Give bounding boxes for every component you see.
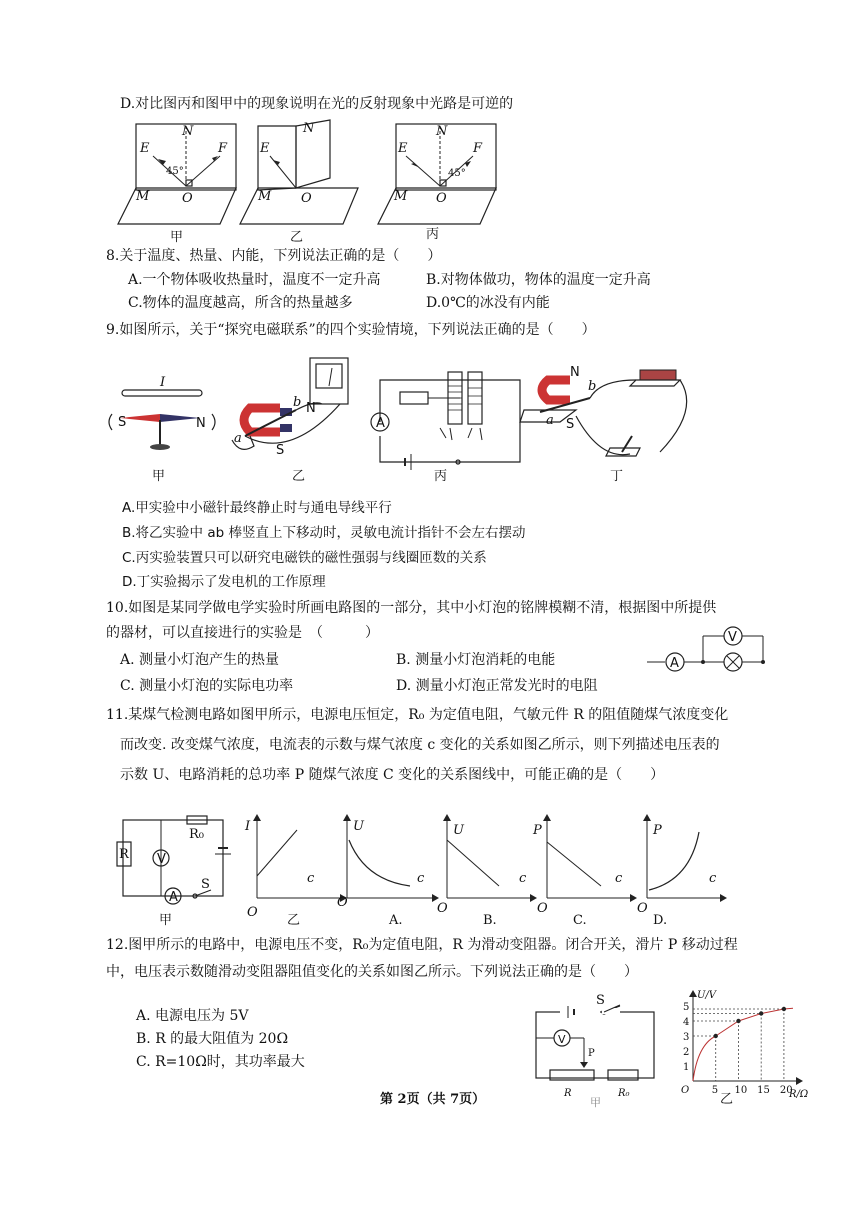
q9-stem: 9.如图所示，关于“探究电磁联系”的四个实验情境，下列说法正确的是（ ）: [106, 322, 596, 338]
q7-option-d: D.对比图丙和图甲中的现象说明在光的反射现象中光路是可逆的: [120, 96, 514, 112]
svg-text:乙: 乙: [287, 913, 301, 928]
svg-text:O: O: [437, 901, 448, 916]
data-point: [714, 1034, 718, 1038]
svg-text:丙: 丙: [426, 227, 440, 242]
svg-text:F: F: [473, 141, 483, 156]
svg-text:R₀: R₀: [618, 1088, 630, 1099]
svg-text:S: S: [596, 993, 605, 1008]
svg-text:a: a: [234, 431, 242, 446]
q12-caption-yi: 乙: [720, 1092, 734, 1107]
svg-text:乙: 乙: [290, 230, 304, 245]
svg-text:c: c: [307, 871, 315, 886]
svg-text:E: E: [140, 141, 150, 156]
fig11-circuit: [117, 816, 231, 905]
svg-text:A: A: [670, 656, 679, 671]
svg-text:c: c: [417, 871, 425, 886]
data-point: [782, 1007, 786, 1011]
svg-text:S: S: [566, 417, 575, 432]
svg-text:U: U: [453, 823, 464, 838]
svg-text:N: N: [196, 416, 206, 431]
q11-stem-3: 示数 U、电路消耗的总功率 P 随煤气浓度 C 变化的关系图线中，可能正确的是（ ）: [120, 767, 665, 783]
svg-text:E: E: [398, 141, 408, 156]
y-tick-label: 2: [683, 1047, 690, 1058]
q12-option-c: C. R=10Ω时，其功率最大: [136, 1054, 305, 1070]
svg-text:O: O: [182, 191, 193, 206]
x-tick-label: 5: [711, 1085, 719, 1096]
graph-a: [337, 814, 439, 928]
svg-text:C.: C.: [573, 913, 587, 928]
series-line: [693, 1008, 793, 1081]
svg-text:甲: 甲: [590, 1096, 601, 1109]
q10-circuit: [645, 624, 770, 680]
svg-text:R: R: [119, 847, 129, 862]
q10-option-d: D. 测量小灯泡正常发光时的电阻: [396, 678, 598, 694]
svg-text:甲: 甲: [170, 230, 184, 245]
q9-option-b: B.将乙实验中 ab 棒竖直上下移动时，灵敏电流计指针不会左右摆动: [122, 525, 526, 541]
svg-text:b: b: [588, 379, 597, 394]
svg-text:M: M: [258, 189, 272, 204]
svg-text:乙: 乙: [292, 469, 306, 484]
x-axis-label: R/Ω: [789, 1089, 809, 1100]
svg-text:O: O: [436, 191, 447, 206]
q12-option-a: A. 电源电压为 5V: [136, 1008, 249, 1024]
q12-stem-2: 中，电压表示数随滑动变阻器阻值变化的关系如图乙所示。下列说法正确的是（ ）: [106, 964, 638, 980]
svg-text:R₀: R₀: [189, 827, 204, 842]
q9-option-a: A.甲实验中小磁针最终静止时与通电导线平行: [122, 500, 392, 516]
graph-b: [437, 814, 537, 928]
svg-text:c: c: [615, 871, 623, 886]
q10-stem-2: 的器材，可以直接进行的实验是 （ ）: [106, 625, 379, 641]
svg-text:V: V: [728, 630, 737, 645]
svg-text:E: E: [260, 141, 270, 156]
graph-yi: [244, 814, 347, 928]
q8-option-c: C.物体的温度越高，所含的热量越多: [128, 295, 353, 311]
q9-option-c: C.丙实验装置只可以研究电磁铁的磁性强弱与线圈匝数的关系: [122, 550, 487, 566]
svg-text:N: N: [303, 121, 315, 136]
svg-text:N: N: [436, 124, 448, 139]
q9-option-d: D.丁实验揭示了发电机的工作原理: [122, 574, 326, 590]
fig9-bing: [371, 372, 520, 484]
y-tick-label: 1: [683, 1062, 690, 1073]
q10-option-a: A. 测量小灯泡产生的热量: [120, 652, 280, 668]
svg-text:O: O: [247, 905, 258, 920]
q11-stem-1: 11.某煤气检测电路如图甲所示，电源电压恒定，R₀ 为定值电阻，气敏元件 R 的阻值随煤气浓度变化: [106, 707, 729, 723]
data-point: [759, 1011, 763, 1015]
x-tick-label: 20: [779, 1085, 793, 1096]
q12-chart: [675, 985, 815, 1110]
q8-option-b: B.对物体做功，物体的温度一定升高: [426, 272, 651, 288]
y-tick-label: 4: [683, 1017, 690, 1028]
q12-circuit: [530, 992, 660, 1109]
fig9-ding: [520, 365, 687, 484]
svg-text:甲: 甲: [152, 469, 166, 484]
page-footer: 第 2页（共 7页）: [380, 1092, 486, 1107]
svg-text:N: N: [570, 365, 580, 380]
svg-text:A.: A.: [389, 913, 403, 928]
svg-text:c: c: [709, 871, 717, 886]
svg-text:I: I: [245, 819, 251, 834]
svg-text:M: M: [136, 189, 150, 204]
svg-text:S: S: [276, 443, 285, 458]
svg-text:P: P: [653, 823, 662, 838]
svg-text:45°: 45°: [448, 168, 466, 179]
svg-text:c: c: [519, 871, 527, 886]
y-tick-label: 5: [683, 1002, 690, 1013]
svg-text:A: A: [169, 890, 178, 905]
graph-d: [637, 814, 727, 928]
svg-text:U: U: [353, 819, 364, 834]
q12-stem-1: 12.图甲所示的电路中，电源电压不变，R₀为定值电阻，R 为滑动变阻器。闭合开关，滑片 P 移动过程: [106, 937, 738, 953]
x-tick-label: 15: [757, 1085, 770, 1096]
svg-text:D.: D.: [653, 913, 668, 928]
q12-option-b: B. R 的最大阻值为 20Ω: [136, 1031, 289, 1047]
origin-label: O: [681, 1085, 690, 1096]
svg-text:P: P: [533, 823, 542, 838]
svg-text:丙: 丙: [434, 469, 448, 484]
svg-text:N: N: [182, 124, 194, 139]
svg-text:甲: 甲: [159, 913, 173, 928]
q8-option-a: A.一个物体吸收热量时，温度不一定升高: [128, 272, 381, 288]
svg-text:a: a: [546, 413, 554, 428]
svg-text:O: O: [301, 191, 312, 206]
q10-option-c: C. 测量小灯泡的实际电功率: [120, 678, 294, 694]
svg-text:M: M: [394, 189, 408, 204]
svg-text:45°: 45°: [166, 166, 184, 177]
fig-jia: [118, 124, 236, 224]
q8-option-d: D.0℃的冰没有内能: [426, 295, 550, 311]
svg-text:O: O: [637, 901, 648, 916]
svg-text:V: V: [558, 1033, 566, 1046]
q10-option-b: B. 测量小灯泡消耗的电能: [396, 652, 556, 668]
graph-c: [532, 814, 637, 928]
fig9-yi: [232, 358, 348, 484]
svg-text:O: O: [337, 895, 348, 910]
q8-stem: 8.关于温度、热量、内能，下列说法正确的是（ ）: [106, 248, 442, 264]
svg-text:S: S: [118, 415, 127, 430]
svg-text:O: O: [537, 901, 548, 916]
svg-text:I: I: [160, 375, 166, 390]
svg-text:S: S: [201, 877, 210, 892]
fig9-jia: [109, 375, 215, 484]
q7-figures: [118, 118, 518, 243]
q9-figures: [100, 350, 700, 490]
fig-bing: [378, 124, 496, 224]
fig11-graphs: [244, 814, 727, 928]
svg-text:V: V: [157, 852, 166, 867]
svg-text:P: P: [588, 1048, 595, 1059]
svg-text:R: R: [564, 1088, 572, 1099]
x-tick-label: 10: [734, 1085, 748, 1096]
q11-stem-2: 而改变. 改变煤气浓度，电流表的示数与煤气浓度 c 变化的关系如图乙所示，则下列描述电压表的: [120, 737, 720, 753]
q11-figures: [115, 812, 735, 932]
svg-text:A: A: [376, 416, 385, 431]
svg-text:F: F: [218, 141, 228, 156]
svg-text:丁: 丁: [610, 469, 624, 484]
svg-text:N: N: [306, 401, 316, 416]
svg-text:b: b: [293, 395, 302, 410]
data-point: [736, 1019, 740, 1023]
y-tick-label: 3: [683, 1032, 690, 1043]
x-axis-arrow: [796, 1077, 803, 1085]
q10-stem-1: 10.如图是某同学做电学实验时所画电路图的一部分，其中小灯泡的铭牌模糊不清，根据图中所提供: [106, 600, 717, 616]
y-axis-arrow: [689, 990, 697, 997]
y-axis-label: U/V: [697, 990, 717, 1001]
fig-yi: [240, 120, 358, 224]
svg-text:B.: B.: [483, 913, 497, 928]
